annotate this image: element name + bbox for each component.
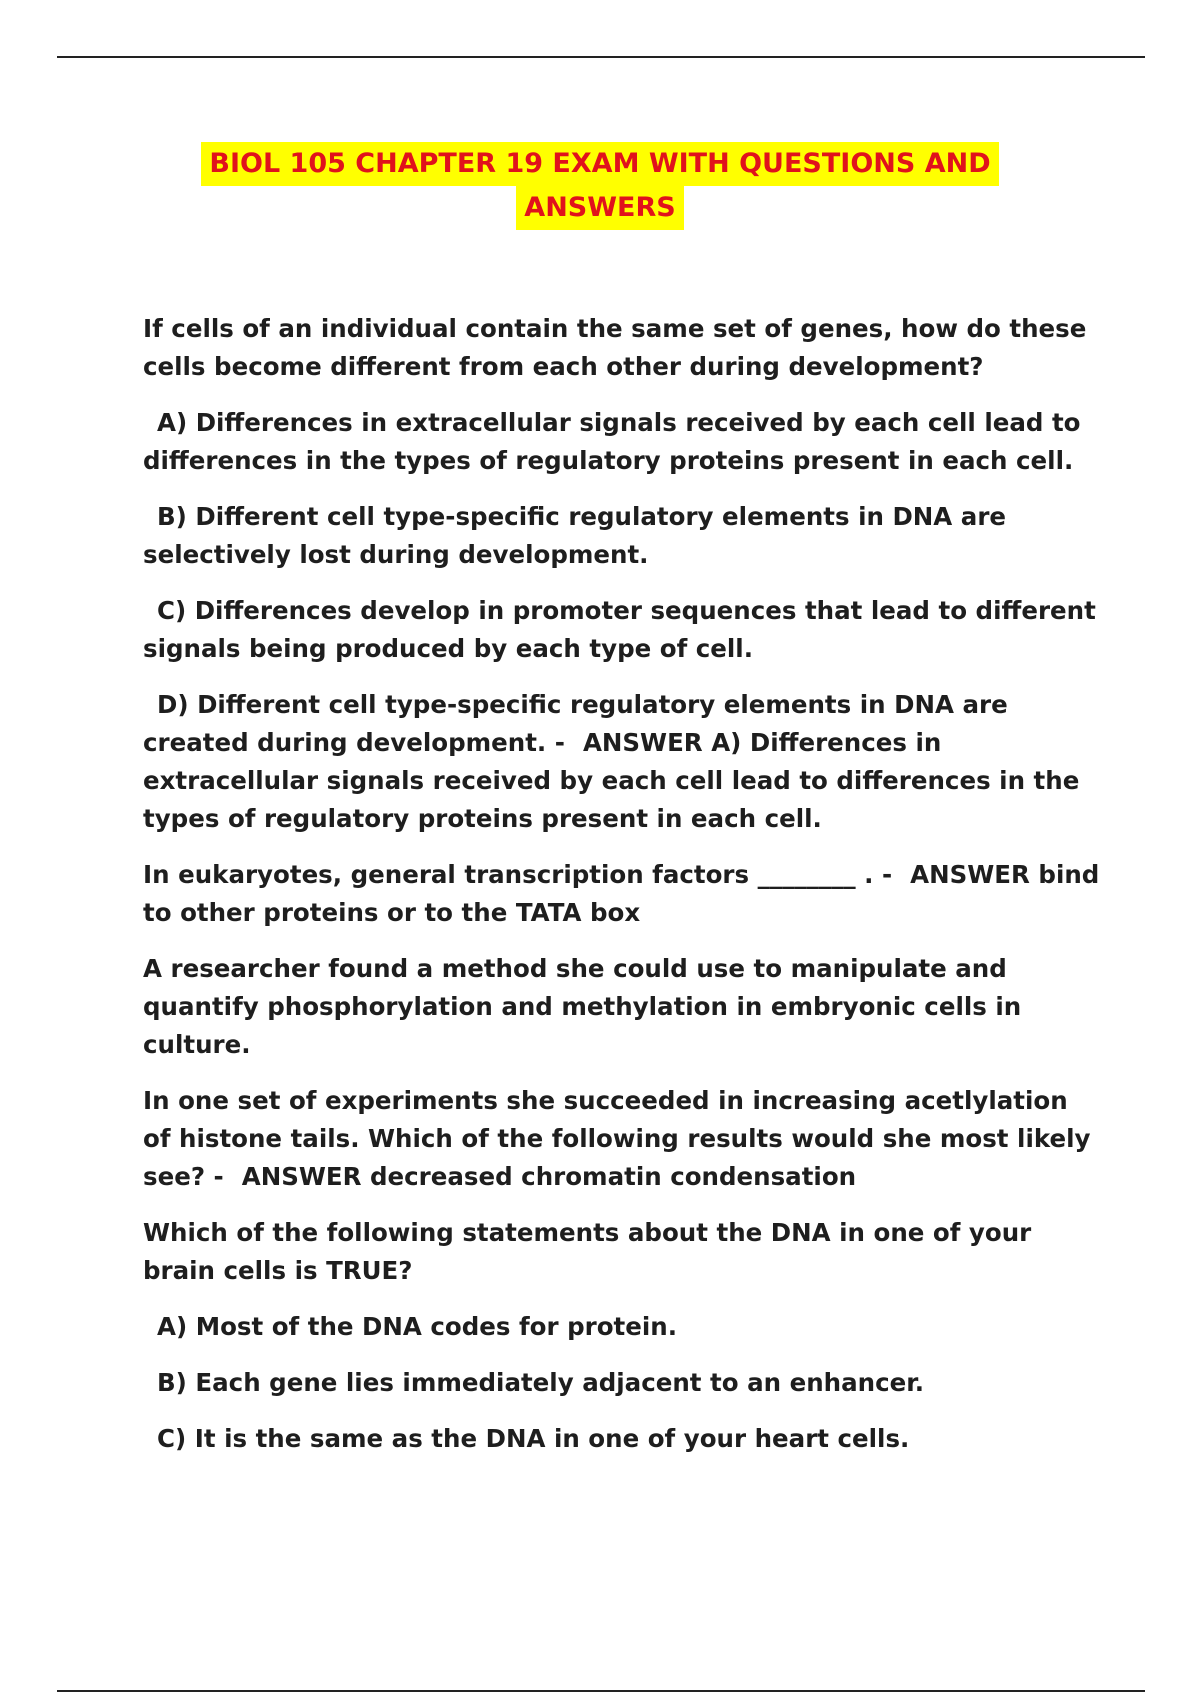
question-3-intro: A researcher found a method she could use to manipulate and quantify phosphorylation and methylation in embryonic cells in culture. bbox=[143, 954, 1022, 1059]
question-4-option-b: B) Each gene lies immediately adjacent to an enhancer. bbox=[157, 1368, 925, 1397]
question-1-answer: ANSWER A) Differences in extracellular signals received by each cell lead to differences in the types of regulatory proteins present in each cell. bbox=[143, 728, 1080, 833]
question-3-answer: ANSWER decreased chromatin condensation bbox=[241, 1162, 857, 1191]
title-line-2: ANSWERS bbox=[516, 186, 683, 230]
document-body bbox=[143, 310, 1103, 1476]
question-1-option-d-with-answer bbox=[143, 686, 1103, 838]
question-3 bbox=[143, 1082, 1103, 1196]
question-2 bbox=[143, 856, 1103, 932]
question-1-option-d: D) Different cell type-specific regulatory elements in DNA are created during development. - bbox=[143, 690, 1008, 757]
question-1-option-a: A) Differences in extracellular signals received by each cell lead to differences in the types of regulatory proteins present in each cell. bbox=[143, 408, 1081, 475]
title-line-1: BIOL 105 CHAPTER 19 EXAM WITH QUESTIONS AND bbox=[201, 142, 998, 186]
question-4-option-a: A) Most of the DNA codes for protein. bbox=[157, 1312, 678, 1341]
question-2-answer: ANSWER bind to other proteins or to the TATA box bbox=[143, 860, 1100, 927]
question-3-text: In one set of experiments she succeeded in increasing acetlylation of histone tails. Which of the following results would she most likely see? - bbox=[143, 1086, 1091, 1191]
question-2-text: In eukaryotes, general transcription factors ________ . - bbox=[143, 860, 893, 889]
question-1-option-b: B) Different cell type-specific regulatory elements in DNA are selectively lost during development. bbox=[143, 502, 1007, 569]
question-4-text: Which of the following statements about the DNA in one of your brain cells is TRUE? bbox=[143, 1218, 1032, 1285]
top-rule bbox=[57, 56, 1145, 58]
question-1-text: If cells of an individual contain the same set of genes, how do these cells become different from each other during development? bbox=[143, 314, 1087, 381]
question-4-option-c: C) It is the same as the DNA in one of your heart cells. bbox=[157, 1424, 910, 1453]
document-title bbox=[0, 142, 1200, 230]
question-1-option-c: C) Differences develop in promoter sequences that lead to different signals being produced by each type of cell. bbox=[143, 596, 1096, 663]
bottom-rule bbox=[57, 1690, 1145, 1692]
